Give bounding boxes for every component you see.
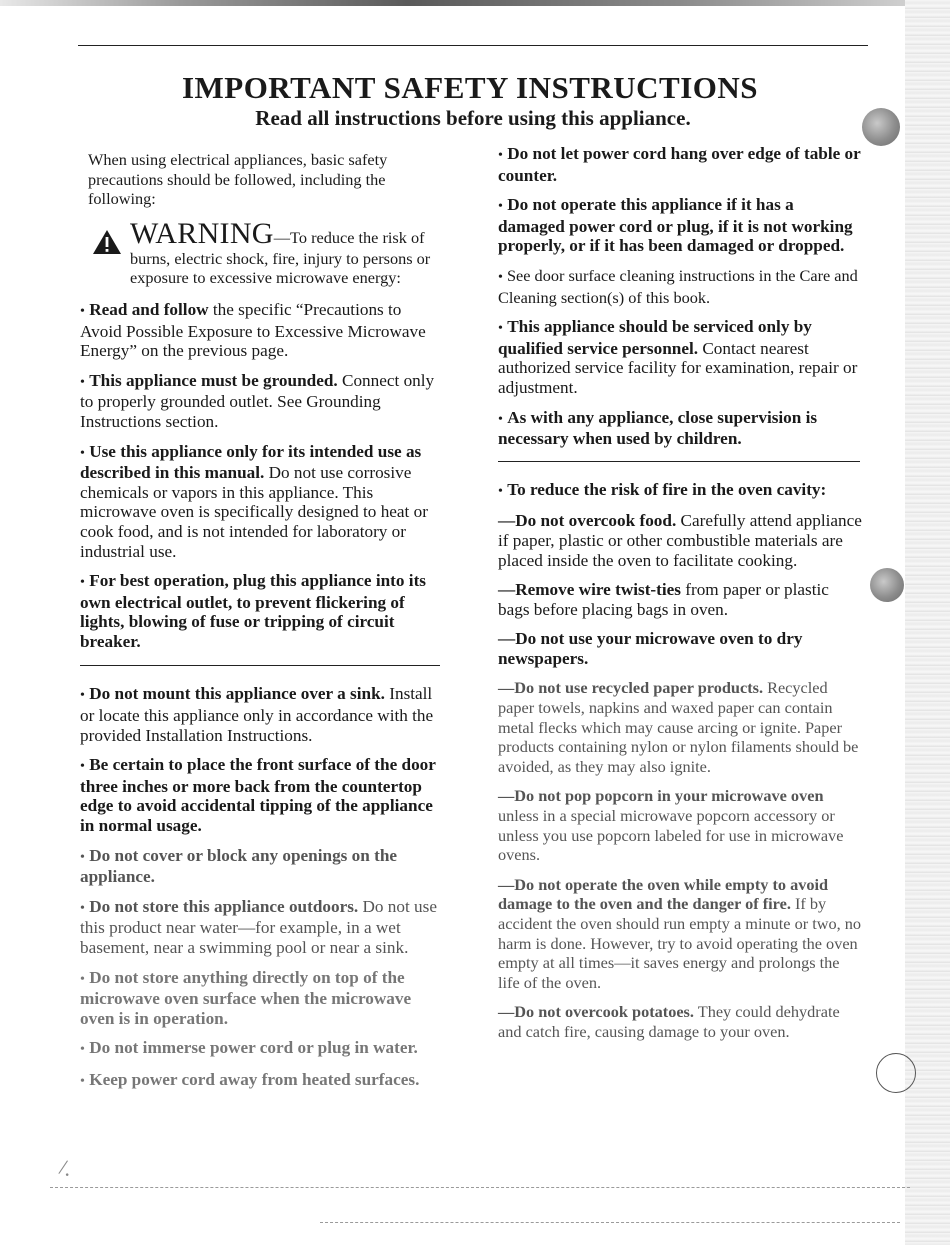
list-item: • Use this appliance only for its intended use as described in this manual. Do not use corrosive chemicals or vapors in this appliance. This microwave oven is specifically designed to heat or cook food, and is not intended for laboratory or industrial use. xyxy=(80,441,428,561)
fire-heading: • To reduce the risk of fire in the oven cavity: xyxy=(498,479,827,499)
fire-item: —Do not use your microwave oven to dry newspapers. xyxy=(498,629,803,668)
list-item: • See door surface cleaning instructions in the Care and Cleaning section(s) of this book. xyxy=(498,265,858,307)
fire-item: —Do not pop popcorn in your microwave oven unless in a special microwave popcorn accessory or unless you use popcorn labeled for use in microwave ovens. xyxy=(498,786,844,865)
list-item: • Do not immerse power cord or plug in water. xyxy=(80,1038,418,1058)
footer-rule xyxy=(50,1187,910,1188)
list-item: • Be certain to place the front surface of the door three inches or more back from the countertop edge to avoid accidental tipping of the appliance in normal usage. xyxy=(80,755,436,836)
list-item: • Keep power cord away from heated surfaces. xyxy=(80,1069,420,1089)
scan-right-edge xyxy=(905,0,950,1245)
left-column xyxy=(80,150,445,1102)
intro-paragraph: When using electrical appliances, basic safety precautions should be followed, including the following: xyxy=(88,150,388,209)
list-item: • This appliance must be grounded. Connect only to properly grounded outlet. See Grounding Instructions section. xyxy=(80,370,435,431)
warning-text: —To reduce the risk of burns, electric shock, fire, injury to persons or exposure to excessive microwave energy: xyxy=(130,227,431,288)
right-column xyxy=(498,144,863,1052)
top-rule xyxy=(78,45,868,46)
list-item: • For best operation, plug this appliance into its own electrical outlet, to prevent flickering of lights, blowing of fuse or tripping of circuit breaker. xyxy=(80,571,426,651)
scan-smudge: /. xyxy=(57,1153,75,1182)
left-section-rule xyxy=(80,665,440,666)
list-item: • Do not mount this appliance over a sink. Install or locate this appliance only in accordance with the provided Installation Instructions. xyxy=(80,684,434,745)
fire-item: —Do not overcook food. Carefully attend appliance if paper, plastic or other combustible materials are placed inside the oven to facilitate cooking. xyxy=(498,511,862,570)
fire-item: —Do not overcook potatoes. They could dehydrate and catch fire, causing damage to your oven. xyxy=(498,1002,840,1041)
right-section-rule xyxy=(498,461,860,462)
list-item: • Do not let power cord hang over edge of table or counter. xyxy=(498,144,861,185)
warning-word: WARNING xyxy=(130,216,274,250)
list-item: • As with any appliance, close supervision is necessary when used by children. xyxy=(498,407,818,449)
warning-triangle-icon xyxy=(92,229,122,255)
page-title: IMPORTANT SAFETY INSTRUCTIONS xyxy=(181,70,759,105)
fire-item: —Remove wire twist-ties from paper or plastic bags before placing bags in oven. xyxy=(498,580,829,619)
list-item: • This appliance should be serviced only by qualified service personnel. Contact nearest authorized service facility for examination, repair or adjustment. xyxy=(498,317,858,397)
warning-block xyxy=(80,216,445,288)
list-item: • Read and follow the specific “Precautions to Avoid Possible Exposure to Excessive Microwave Energy” on the previous page. xyxy=(80,299,426,361)
footer-rule-lower xyxy=(320,1222,900,1223)
binder-hole-middle xyxy=(870,568,904,602)
scan-top-edge xyxy=(0,0,905,6)
fire-item: —Do not operate the oven while empty to avoid damage to the oven and the danger of fire. If by accident the oven should run empty a minute or two, no harm is done. However, try to avoid operating the oven empty at all times—it saves energy and prolongs the life of the oven. xyxy=(498,874,862,992)
fire-item: —Do not use recycled paper products. Recycled paper towels, napkins and waxed paper can contain metal flecks which may cause arcing or ignite. Paper products containing nylon or nylon filaments should be avoided, as they may also ignite. xyxy=(498,678,859,776)
binder-hole-top xyxy=(862,108,900,146)
list-item: • Do not cover or block any openings on the appliance. xyxy=(80,845,398,887)
list-item: • Do not store anything directly on top of the microwave oven surface when the microwave oven is in operation. xyxy=(80,967,412,1028)
list-item: • Do not operate this appliance if it has a damaged power cord or plug, if it is not working properly, or if it has been damaged or dropped. xyxy=(498,195,853,256)
binder-hole-bottom xyxy=(876,1053,916,1093)
page-subtitle: Read all instructions before using this appliance. xyxy=(255,106,691,130)
list-item: • Do not store this appliance outdoors. Do not use this product near water—for example, in a wet basement, near a swimming pool or near a sink. xyxy=(80,896,437,957)
